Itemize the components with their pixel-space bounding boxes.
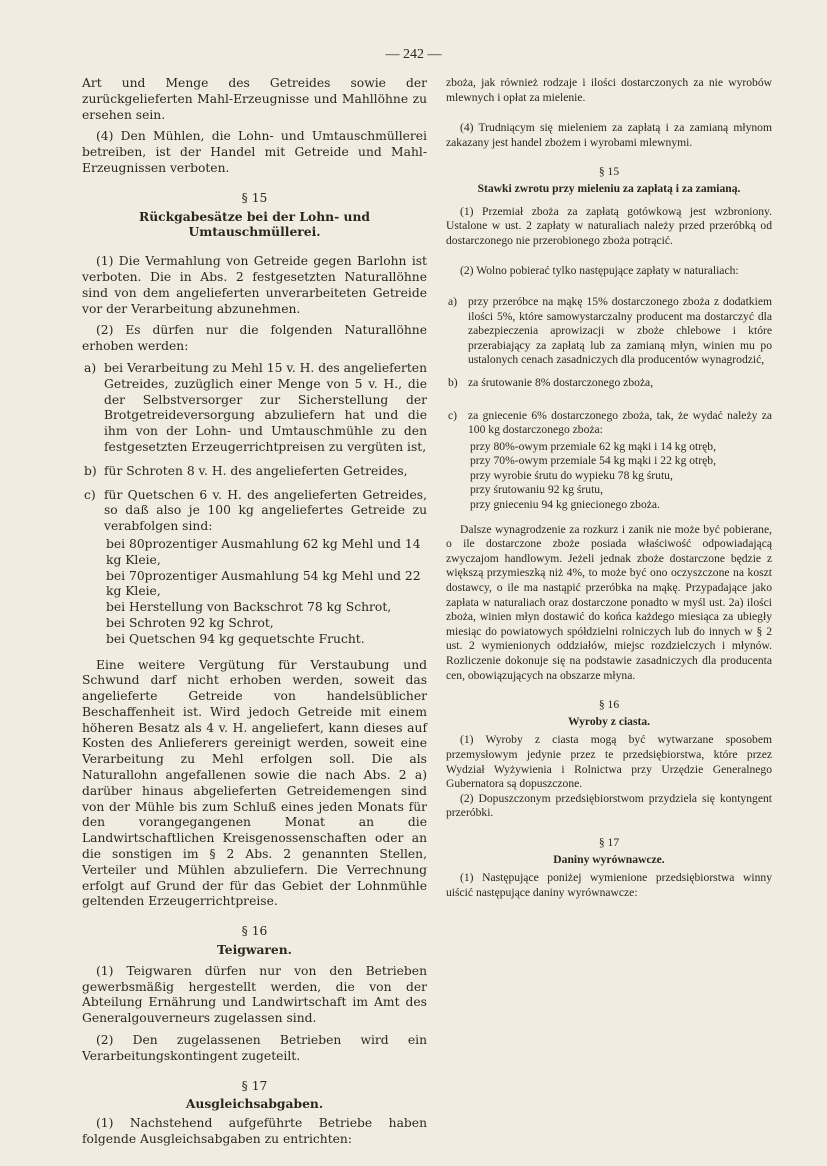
polish-section-16-title: Wyroby z ciasta. [567,714,651,728]
polish-s15-paragraph-2: (2) Wolno pobierać tylko następujące zapłaty w naturaliach: [460,264,739,278]
german-item-a-text: bei Verarbeitung zu Mehl 15 v. H. des angelieferten Getreides, zuzüglich einer Menge von 5 v. H., die der Selbstversorger zur Sicherstellung der Brotgetreideversorgung abzuliefern hat und die ihm von der Lohn- und Umtauschmühle zu den festgesetzten Erzeugerrichtpreisen zu vergüten ist, [104,360,427,454]
polish-item-b-label: b) [448,375,458,389]
german-section-17-title: Ausgleichsabgaben. [185,1096,324,1112]
polish-s15-paragraph-3: Dalsze wynagrodzenie za rozkurz i zanik nie może być pobierane, o ile dostarczone zboże posiada właściwość odpowiadającą zwyczajom handlowym. Jeżeli jednak zboże dostarczone będzie z większą przymieszką niż 4%, to może być ono oczyszczone na koszt dostawcy, o ile ma nastąpić przeróbka na mąkę. Przypadające jako zapłata w naturaliach oraz dostarczone ponadto w myśl ust. 2a) ilości zboża, winien młyn dostawić do końca każdego miesiąca za ubiegły miesiąc do powiatowych spółdzielni rolniczych lub do innych w § 2 ust. 2 wymienionych oddziałów, miejsc rozdzielczych i młynów. Rozliczenie dokonuje się na podstawie zasadniczych dla producenta cen, obowiązujących na obszarze młyna. [446,522,772,682]
polish-c-line: przy śrutowaniu 92 kg śrutu, [470,483,603,497]
german-column [82,76,427,1154]
polish-c-line: przy 70%-owym przemiale 54 kg mąki i 22 kg otręb, [470,454,716,468]
german-item-b [82,464,427,480]
polish-item-b [446,376,772,391]
german-paragraph-4: (4) Den Mühlen, die Lohn- und Umtauschmüllerei betreiben, ist der Handel mit Getreide und Mahl-Erzeugnissen verboten. [82,129,427,175]
german-s15-paragraph-1: (1) Die Vermahlung von Getreide gegen Barlohn ist verboten. Die in Abs. 2 festgesetzten Naturallöhne sind von dem angelieferten unverarbeiteten Getreide vor der Verarbeitung abzunehmen. [82,254,427,316]
polish-section-17-number: § 17 [598,835,620,849]
german-item-b-text: für Schroten 8 v. H. des angelieferten Getreides, [104,463,408,478]
polish-c-line: przy wyrobie śrutu do wypieku 78 kg śrutu, [470,468,673,482]
polish-item-a-label: a) [448,294,458,308]
german-s16-paragraph-2: (2) Den zugelassenen Betrieben wird ein Verarbeitungskontingent zugeteilt. [82,1033,427,1063]
polish-item-c [446,409,772,438]
german-c-line: bei Herstellung von Backschrot 78 kg Schrot, [106,600,392,615]
polish-column [446,76,772,906]
german-section-15-number: § 15 [241,190,268,205]
german-section-17-number: § 17 [241,1078,268,1093]
page-number: — 242 — [385,47,442,62]
german-item-c-label: c) [84,487,96,502]
polish-intro: zboża, jak również rodzaje i ilości dostarczonych za nie wyrobów mlewnych i opłat za mielenie. [446,76,772,104]
german-section-16-title: Teigwaren. [217,942,292,958]
german-item-b-label: b) [84,463,97,478]
polish-section-17-title: Daniny wyrównawcze. [553,852,665,866]
polish-item-c-text: za gniecenie 6% dostarczonego zboża, tak, że wydać należy za 100 kg dostarczonego zboża: [468,408,772,437]
german-c-line: bei 70prozentiger Ausmahlung 54 kg Mehl und 22 kg Kleie, [106,568,421,599]
polish-section-15-title: Stawki zwrotu przy mieleniu za zapłatą i za zamianą. [477,181,741,195]
polish-item-a [446,295,772,368]
polish-paragraph-4: (4) Trudniącym się mieleniem za zapłatą i za zamianą młynom zakazany jest handel zbożem i wyrobami mlewnymi. [446,121,772,149]
polish-c-line: przy 80%-owym przemiale 62 kg mąki i 14 kg otręb, [470,439,716,453]
german-c-line: bei Schroten 92 kg Schrot, [106,615,274,630]
polish-item-a-text: przy przeróbce na mąkę 15% dostarczonego zboża z dodatkiem ilości 5%, które samowystarczalny producent ma dostarczyć dla zabezpieczenia aprowizacji w zboże chlebowe i które przerabiający za zapłatą lub za zamianą młyn, winien mu po ustalonych cenach zasadniczych dla producentów wynagrodzić, [468,294,772,367]
polish-s16-paragraph-1: (1) Wyroby z ciasta mogą być wytwarzane sposobem przemysłowym jedynie przez te przedsiębiorstwa, które przez Wydział Wyżywienia i Rolnictwa przy Urzędzie Generalnego Gubernatora są dopuszczone. [446,733,772,791]
german-section-16-number: § 16 [241,924,268,939]
german-item-c [82,488,427,535]
german-section-15-title: Rückgabesätze bei der Lohn- und Umtauschmüllerei. [139,208,370,240]
polish-item-b-text: za śrutowanie 8% dostarczonego zboża, [468,375,654,389]
german-c-line: bei 80prozentiger Ausmahlung 62 kg Mehl und 14 kg Kleie, [106,536,421,567]
polish-item-c-label: c) [448,408,458,422]
german-s17-paragraph-1: (1) Nachstehend aufgeführte Betriebe haben folgende Ausgleichsabgaben zu entrichten: [82,1116,427,1147]
german-c-line: bei Quetschen 94 kg gequetschte Frucht. [106,631,365,646]
german-s15-paragraph-2: (2) Es dürfen nur die folgenden Naturallöhne erhoben werden: [82,323,427,354]
german-item-a [82,361,427,456]
german-s15-paragraph-3: Eine weitere Vergütung für Verstaubung und Schwund darf nicht erhoben werden, soweit das angelieferte Getreide von handelsüblicher Beschaffenheit ist. Wird jedoch Getreide mit einem höheren Besatz als 4 v. H. angeliefert, kann dieses auf Kosten des Anlieferers gereinigt werden, soweit eine Verarbeitung zu Mehl erfolgen soll. Die als Naturallohn angefallenen sowie die nach Abs. 2 a) darüber hinaus abgelieferten Getreidemengen sind von der Mühle bis zum Schluß eines jeden Monats für den vorangegangenen Monat an die Landwirtschaftlichen Kreisgenossenschaften oder an die sonstigen im § 2 Abs. 2 genannten Stellen, Verteiler und Mühlen abzuliefern. Die Verrechnung erfolgt auf Grund der für das Gebiet der Lohnmühle geltenden Erzeugerrichtpreise. [82,657,427,909]
polish-c-line: przy gnieceniu 94 kg gniecionego zboża. [470,498,660,512]
polish-section-15-number: § 15 [598,165,620,179]
polish-s16-paragraph-2: (2) Dopuszczonym przedsiębiorstwom przydziela się kontyngent przeróbki. [446,791,772,820]
german-intro: Art und Menge des Getreides sowie der zurückgelieferten Mahl-Erzeugnisse und Mahllöhne zu ersehen sein. [82,76,427,122]
german-item-c-text: für Quetschen 6 v. H. des angelieferten Getreides, so daß also je 100 kg angeliefertes Getreide zu verabfolgen sind: [104,487,427,534]
german-item-a-label: a) [84,360,97,375]
german-s16-paragraph-1: (1) Teigwaren dürfen nur von den Betrieben gewerbsmäßig hergestellt werden, die von der Abteilung Ernährung und Landwirtschaft im Amt des Generalgouverneurs zugelassen sind. [82,963,427,1026]
polish-s15-paragraph-1: (1) Przemiał zboża za zapłatą gotówkową jest wzbroniony. Ustalone w ust. 2 zapłaty w naturaliach należy przed przeróbką od dostarczonego nie przerobionego zboża potrącić. [446,204,772,247]
polish-section-16-number: § 16 [598,698,620,712]
polish-s17-paragraph-1: (1) Następujące poniżej wymienione przedsiębiorstwa winny uiścić następujące daniny wyrównawcze: [446,871,772,899]
